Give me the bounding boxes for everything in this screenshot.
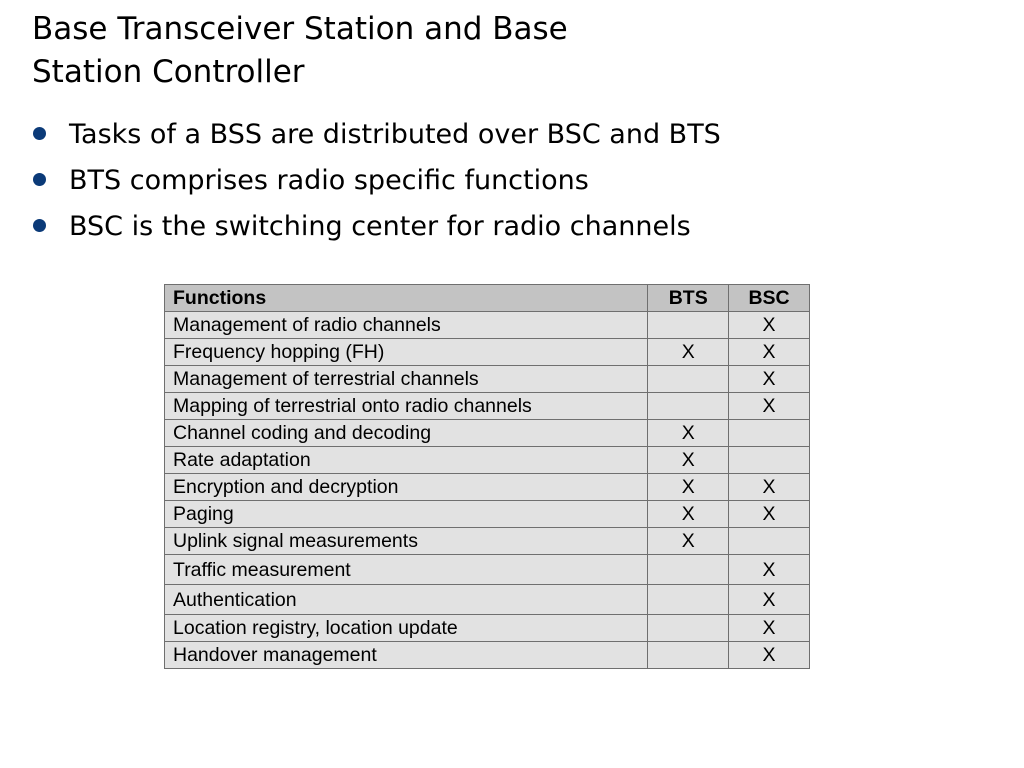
header-functions: Functions xyxy=(165,285,648,312)
function-cell: Mapping of terrestrial onto radio channels xyxy=(165,393,648,420)
function-cell: Encryption and decryption xyxy=(165,474,648,501)
bts-cell: X xyxy=(648,447,729,474)
table-row xyxy=(165,366,810,393)
bullet-text: Tasks of a BSS are distributed over BSC and BTS xyxy=(69,119,721,150)
bts-cell xyxy=(648,312,729,339)
bullet-dot-icon xyxy=(33,219,46,232)
bullet-item xyxy=(32,159,721,205)
bts-cell: X xyxy=(648,528,729,555)
bullet-item xyxy=(32,205,721,251)
function-cell: Paging xyxy=(165,501,648,528)
function-cell: Authentication xyxy=(165,585,648,615)
function-cell: Channel coding and decoding xyxy=(165,420,648,447)
table-row xyxy=(165,585,810,615)
table-row xyxy=(165,615,810,642)
function-cell: Traffic measurement xyxy=(165,555,648,585)
table-row xyxy=(165,501,810,528)
bsc-cell: X xyxy=(729,393,810,420)
table-row xyxy=(165,312,810,339)
bsc-cell: X xyxy=(729,585,810,615)
bts-cell xyxy=(648,366,729,393)
bsc-cell: X xyxy=(729,312,810,339)
bsc-cell: X xyxy=(729,474,810,501)
bsc-cell: X xyxy=(729,555,810,585)
bsc-cell xyxy=(729,447,810,474)
function-cell: Handover management xyxy=(165,642,648,669)
bullet-dot-icon xyxy=(33,127,46,140)
table-row xyxy=(165,474,810,501)
function-cell: Management of radio channels xyxy=(165,312,648,339)
bsc-cell: X xyxy=(729,339,810,366)
table-row xyxy=(165,420,810,447)
function-cell: Location registry, location update xyxy=(165,615,648,642)
bts-cell: X xyxy=(648,501,729,528)
bts-cell: X xyxy=(648,474,729,501)
header-bts: BTS xyxy=(648,285,729,312)
bsc-cell xyxy=(729,420,810,447)
function-cell: Uplink signal measurements xyxy=(165,528,648,555)
table-row xyxy=(165,555,810,585)
bts-cell xyxy=(648,585,729,615)
bsc-cell xyxy=(729,528,810,555)
slide-title xyxy=(32,8,732,94)
bts-cell xyxy=(648,555,729,585)
function-cell: Management of terrestrial channels xyxy=(165,366,648,393)
table-row xyxy=(165,528,810,555)
bsc-cell: X xyxy=(729,366,810,393)
table-row xyxy=(165,642,810,669)
bsc-cell: X xyxy=(729,615,810,642)
bts-cell: X xyxy=(648,339,729,366)
functions-table xyxy=(164,284,810,669)
function-cell: Rate adaptation xyxy=(165,447,648,474)
table-row xyxy=(165,339,810,366)
table-row xyxy=(165,393,810,420)
bts-cell xyxy=(648,393,729,420)
header-bsc: BSC xyxy=(729,285,810,312)
bts-cell xyxy=(648,642,729,669)
bullet-dot-icon xyxy=(33,173,46,186)
slide-title-line: Station Controller xyxy=(32,54,305,90)
slide-title-line: Base Transceiver Station and Base xyxy=(32,11,568,47)
bts-cell: X xyxy=(648,420,729,447)
bts-cell xyxy=(648,615,729,642)
bsc-cell: X xyxy=(729,501,810,528)
function-cell: Frequency hopping (FH) xyxy=(165,339,648,366)
bullet-item xyxy=(32,113,721,159)
table-row xyxy=(165,447,810,474)
table-header-row xyxy=(165,285,810,312)
bullet-list xyxy=(32,113,721,251)
bullet-text: BSC is the switching center for radio channels xyxy=(69,211,691,242)
bsc-cell: X xyxy=(729,642,810,669)
bullet-text: BTS comprises radio specific functions xyxy=(69,165,589,196)
